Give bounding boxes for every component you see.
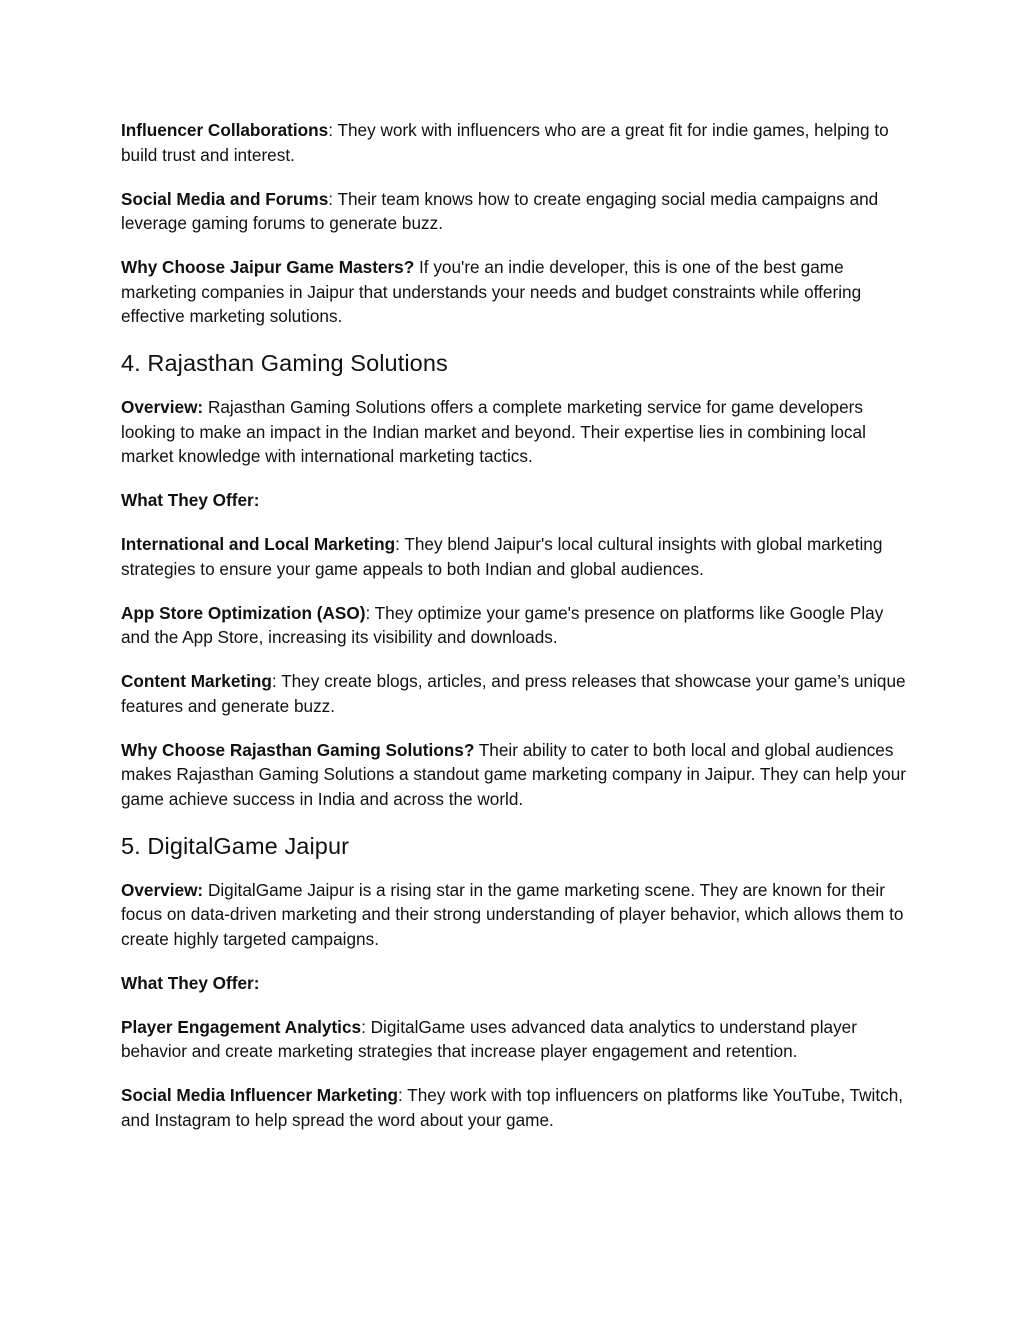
paragraph-why-choose-jaipur-game-masters (121, 255, 911, 329)
section-heading-digitalgame-jaipur: 5. DigitalGame Jaipur (121, 832, 350, 859)
paragraph-text: : They optimize your game's presence on platforms like Google Play and the App Store, increasing its visibility and downloads. (121, 602, 884, 647)
paragraph-lead: International and Local Marketing (121, 534, 396, 554)
paragraph-why-choose-rajasthan (121, 738, 911, 812)
paragraph-text: : They work with influencers who are a great fit for indie games, helping to build trust and interest. (121, 120, 889, 165)
paragraph-text: If you're an indie developer, this is one of the best game marketing companies in Jaipur that understands your needs and budget constraints while offering effective marketing solutions. (121, 257, 862, 326)
paragraph-text: : They work with top influencers on platforms like YouTube, Twitch, and Instagram to help spread the word about your game. (121, 1085, 904, 1130)
paragraph-text: : They create blogs, articles, and press releases that showcase your game’s unique features and generate buzz. (121, 671, 906, 716)
paragraph-text: Rajasthan Gaming Solutions offers a complete marketing service for game developers looking to make an impact in the Indian market and beyond. Their expertise lies in combining local market knowledge with international marketing tactics. (121, 397, 866, 466)
paragraph-lead: Player Engagement Analytics (121, 1016, 362, 1037)
paragraph-text: Their ability to cater to both local and global audiences makes Rajasthan Gaming Solutions a standout game marketing company in Jaipur. They can help your game achieve success in India and across the world. (121, 739, 907, 809)
paragraph-lead: Social Media Influencer Marketing (121, 1085, 398, 1105)
paragraph-lead: Social Media and Forums (121, 188, 329, 209)
paragraph-lead: Influencer Collaborations (121, 120, 329, 140)
paragraph-text: : They blend Jaipur's local cultural insights with global marketing strategies to ensure your game appeals to both Indian and global audiences. (121, 534, 883, 579)
paragraph-international-local-marketing (121, 532, 911, 581)
paragraph-text: DigitalGame Jaipur is a rising star in the game marketing scene. They are known for their focus on data-driven marketing and their strong understanding of player behavior, which allows them to create highly targeted campaigns. (121, 879, 904, 949)
paragraph-lead: Overview: (121, 397, 204, 417)
paragraph-lead: App Store Optimization (ASO) (121, 602, 366, 623)
paragraph-lead: Why Choose Jaipur Game Masters? (121, 257, 415, 277)
paragraph-lead: Why Choose Rajasthan Gaming Solutions? (121, 739, 475, 760)
paragraph-player-engagement-analytics (121, 1015, 911, 1064)
document-page (121, 118, 911, 1152)
paragraph-text: : DigitalGame uses advanced data analytics to understand player behavior and create marketing strategies that increase player engagement and retention. (121, 1016, 857, 1061)
paragraph-overview-rajasthan (121, 395, 911, 469)
subheading-what-they-offer: What They Offer: (121, 490, 260, 510)
paragraph-app-store-optimization (121, 601, 911, 650)
paragraph-content-marketing (121, 669, 911, 718)
paragraph-lead: Overview: (121, 879, 204, 900)
section-heading-rajasthan-gaming-solutions: 4. Rajasthan Gaming Solutions (121, 350, 448, 376)
paragraph-overview-digitalgame (121, 878, 911, 952)
paragraph-influencer-collaborations (121, 118, 911, 167)
paragraph-social-media-forums (121, 187, 911, 236)
paragraph-text: : Their team knows how to create engaging social media campaigns and leverage gaming forums to generate buzz. (121, 188, 879, 233)
subheading-what-they-offer: What They Offer: (121, 972, 260, 993)
paragraph-social-media-influencer-marketing (121, 1083, 911, 1132)
paragraph-lead: Content Marketing (121, 671, 272, 691)
